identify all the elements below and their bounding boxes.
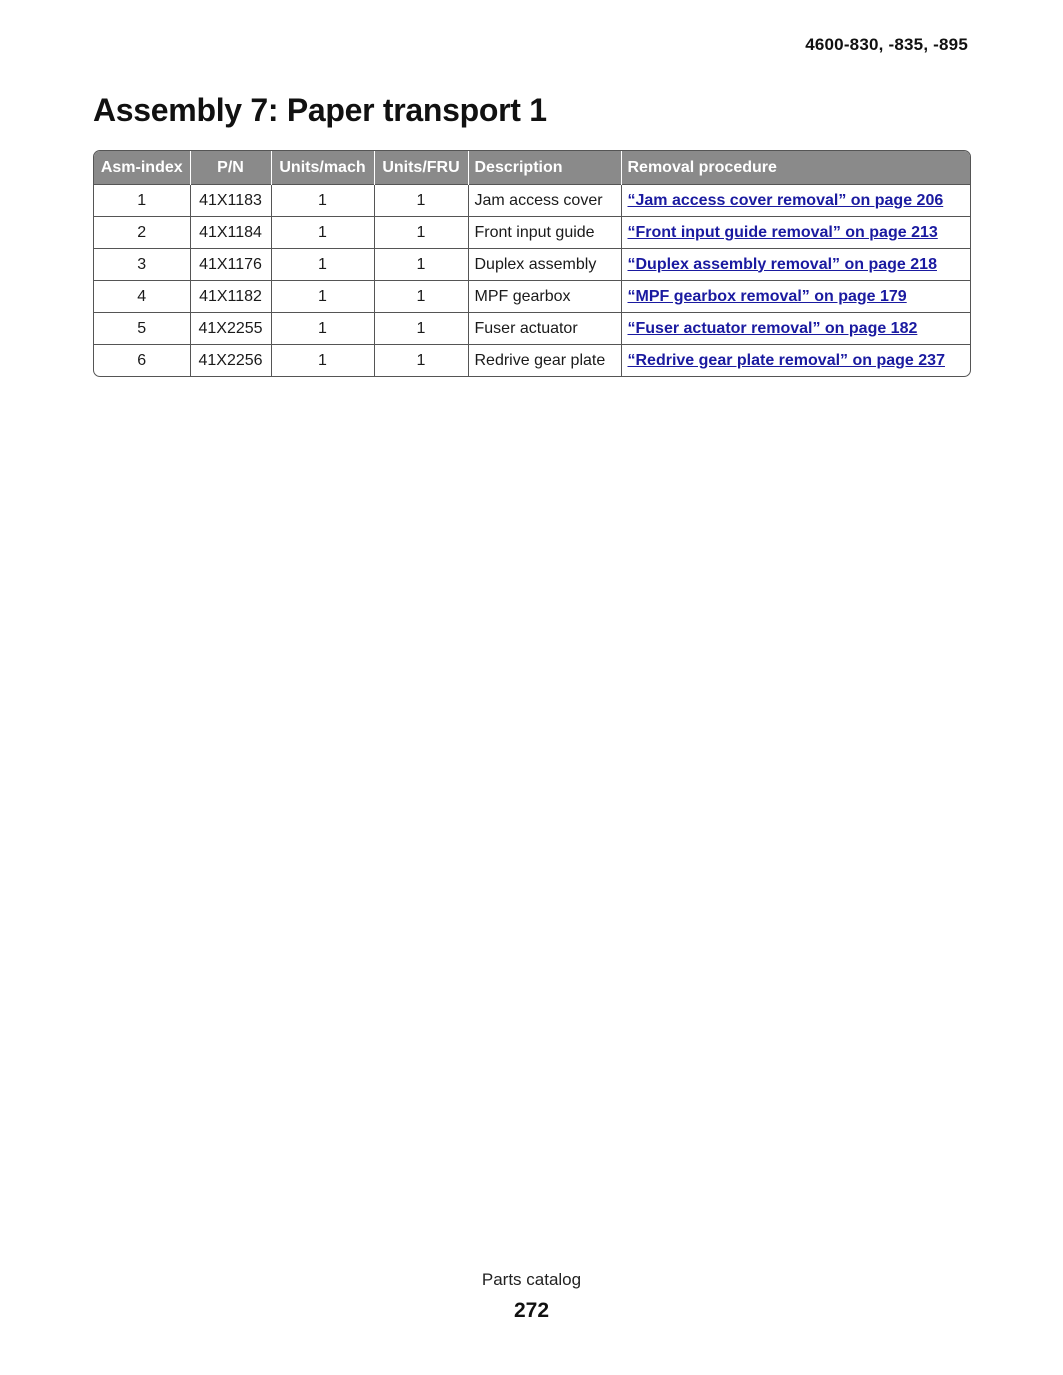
cell-asm-index: 6 (94, 345, 190, 377)
column-header-units-mach: Units/mach (271, 151, 374, 185)
column-header-units-fru: Units/FRU (374, 151, 468, 185)
cell-removal-procedure (621, 217, 970, 249)
table-row (94, 313, 970, 345)
cell-units-mach: 1 (271, 185, 374, 217)
column-header-description: Description (468, 151, 621, 185)
cell-pn: 41X1183 (190, 185, 271, 217)
cell-pn: 41X2256 (190, 345, 271, 377)
cell-units-mach: 1 (271, 345, 374, 377)
table-row (94, 217, 970, 249)
page-title: Assembly 7: Paper transport 1 (93, 92, 547, 128)
removal-procedure-link[interactable]: “MPF gearbox removal” on page 179 (627, 287, 907, 305)
cell-removal-procedure (621, 249, 970, 281)
cell-removal-procedure (621, 345, 970, 377)
cell-units-mach: 1 (271, 313, 374, 345)
cell-description: Front input guide (468, 217, 621, 249)
cell-units-mach: 1 (271, 217, 374, 249)
removal-procedure-link[interactable]: “Redrive gear plate removal” on page 237 (627, 351, 945, 369)
removal-procedure-link[interactable]: “Fuser actuator removal” on page 182 (627, 319, 918, 337)
cell-units-fru: 1 (374, 313, 468, 345)
table-row (94, 185, 970, 217)
cell-removal-procedure (621, 185, 970, 217)
cell-description: Redrive gear plate (468, 345, 621, 377)
cell-removal-procedure (621, 281, 970, 313)
cell-description: Jam access cover (468, 185, 621, 217)
cell-description: Fuser actuator (468, 313, 621, 345)
column-header-asm-index: Asm-index (94, 151, 190, 185)
cell-asm-index: 5 (94, 313, 190, 345)
cell-description: Duplex assembly (468, 249, 621, 281)
removal-procedure-link[interactable]: “Front input guide removal” on page 213 (627, 223, 938, 241)
removal-procedure-link[interactable]: “Duplex assembly removal” on page 218 (627, 255, 937, 273)
removal-procedure-link[interactable]: “Jam access cover removal” on page 206 (627, 191, 944, 209)
footer-page-number: 272 (513, 1299, 550, 1322)
cell-asm-index: 1 (94, 185, 190, 217)
column-header-removal-procedure: Removal procedure (621, 151, 970, 185)
cell-units-fru: 1 (374, 185, 468, 217)
cell-units-fru: 1 (374, 345, 468, 377)
table-row (94, 249, 970, 281)
column-header-pn: P/N (190, 151, 271, 185)
cell-description: MPF gearbox (468, 281, 621, 313)
cell-pn: 41X2255 (190, 313, 271, 345)
cell-pn: 41X1184 (190, 217, 271, 249)
cell-units-fru: 1 (374, 217, 468, 249)
document-code: 4600-830, -835, -895 (805, 35, 968, 54)
table-row (94, 345, 970, 377)
parts-table-container (93, 150, 971, 377)
cell-asm-index: 4 (94, 281, 190, 313)
table-header-row (94, 151, 970, 185)
table-row (94, 281, 970, 313)
cell-pn: 41X1182 (190, 281, 271, 313)
cell-units-mach: 1 (271, 249, 374, 281)
cell-removal-procedure (621, 313, 970, 345)
cell-units-fru: 1 (374, 281, 468, 313)
footer-section-name: Parts catalog (481, 1270, 582, 1289)
cell-asm-index: 3 (94, 249, 190, 281)
cell-pn: 41X1176 (190, 249, 271, 281)
cell-units-mach: 1 (271, 281, 374, 313)
cell-asm-index: 2 (94, 217, 190, 249)
cell-units-fru: 1 (374, 249, 468, 281)
parts-table (94, 151, 970, 376)
